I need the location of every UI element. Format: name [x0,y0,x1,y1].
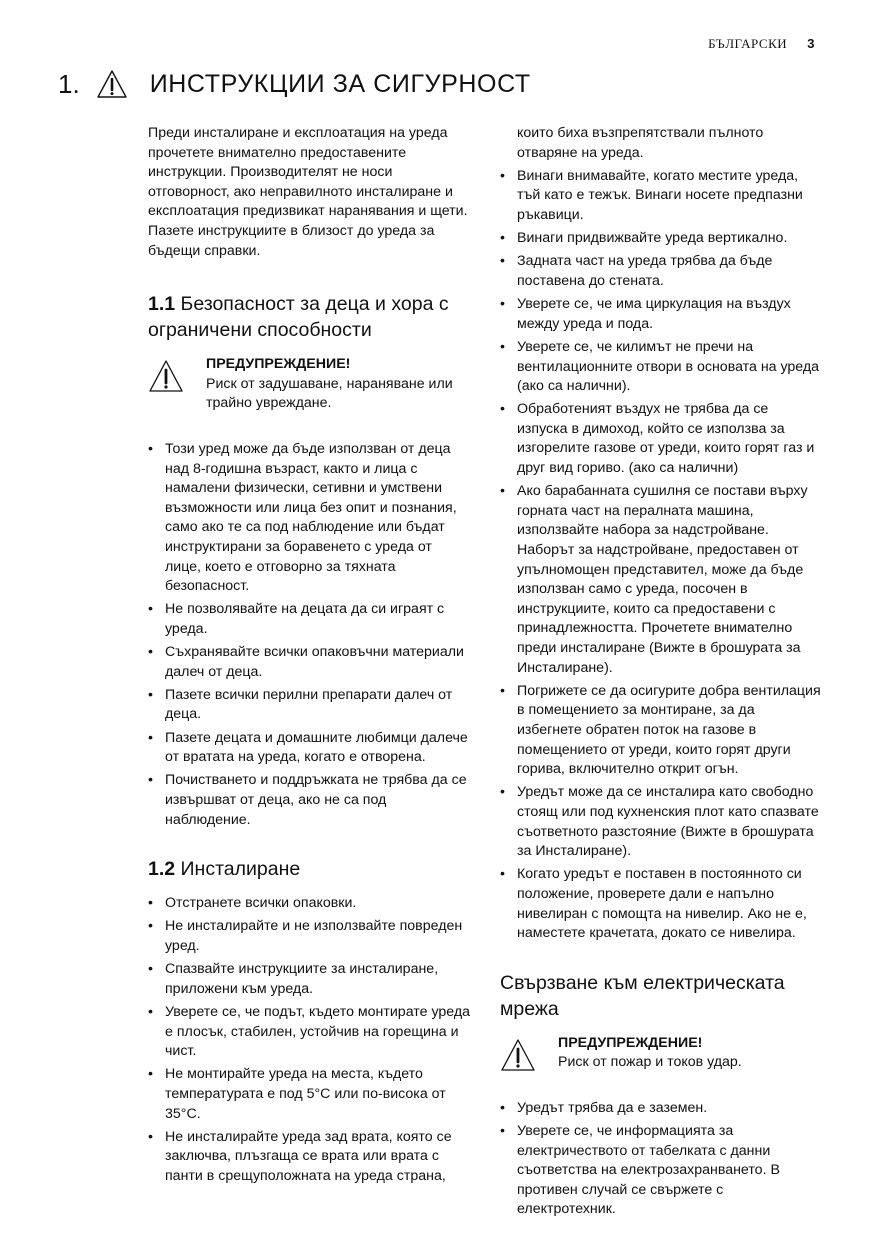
list-item: • Не инсталирайте и не използвайте повреден уред. [148,917,470,956]
section-number: 1.1 [148,293,176,316]
list-item: • Когато уредът е поставен в постоянното си положение, проверете дали е напълно нивелиран с помощта на нивелир. Ако не е, наместете крачетата, докато се нивелира. [500,865,822,943]
warning-text: Риск от задушаване, нараняване или трайно увреждане. [206,375,453,412]
right-column [500,124,822,1246]
page-number: 3 [807,36,815,51]
section-heading-1-2 [148,856,470,882]
header-language: БЪЛГАРСКИ [708,36,788,51]
section-heading-power [500,970,822,1022]
list-item: • Не инсталирайте уреда зад врата, която се заключва, плъзгаща се врата или врата с панти в срещуположната на уреда страна, [148,1128,470,1187]
warning-triangle-icon [500,1038,536,1072]
page-header [708,36,815,52]
list-item: • Винаги придвижвайте уреда вертикално. [500,229,822,249]
list-item: • Не позволявайте на децата да си играят с уреда. [148,600,470,639]
section-title: Свързване към електрическата мрежа [500,971,785,1020]
section-heading-1-1 [148,291,470,343]
list-item: • Уверете се, че има циркулация на въздух между уреда и пода. [500,295,822,334]
list-item: • Уредът трябва да е заземен. [500,1099,822,1119]
list-item: • Ако барабанната сушилня се постави върху горната част на пералната машина, използвайте набора за надстройване. Наборът за надстройване, предоставен от упълномощен представител, може да бъде използван само с уреда, посочен в инструкциите, които са предоставени с принадлежността. Прочетете внимателно преди инсталиране (Вижте в брошурата за Инсталиране). [500,482,822,678]
list-installation-continued [500,167,822,944]
section-title: Инсталиране [180,858,301,881]
list-item: • Спазвайте инструкциите за инсталиране, приложени към уреда. [148,960,470,999]
list-item: • Погрижете се да осигурите добра вентилация в помещението за монтиране, за да избегнете обратен поток на газове в помещението от уреди, които горят други горива, включително открит огън. [500,682,822,780]
warning-text: Риск от пожар и токов удар. [558,1054,742,1071]
section-number: 1.2 [148,858,176,881]
list-installation [148,894,470,1186]
list-item: • Уверете се, че информацията за електричеството от табелката с данни съответства на електрозахранването. В противен случай се свържете с електротехник. [500,1122,822,1220]
list-item: • Пазете децата и домашните любимци далече от вратата на уреда, когато е отворена. [148,729,470,768]
list-item: • Отстранете всички опаковки. [148,894,470,914]
list-item: • Уредът може да се инсталира като свободно стоящ или под кухненския плот като спазвате съответното разстояние (Вижте в брошурата за Инсталиране). [500,783,822,861]
warning-triangle-icon [148,359,184,393]
left-column [148,124,470,1212]
chapter-heading [58,66,531,102]
list-item: • Почистването и поддръжката не трябва да се извършват от деца, ако не са под наблюдение. [148,771,470,830]
chapter-number: 1. [58,68,80,99]
warning-title: ПРЕДУПРЕЖДЕНИЕ! [558,1034,703,1051]
list-item: • Обработеният въздух не трябва да се изпуска в димоход, който се използва за изгорелите газове от уреди, които горят газ и друг вид гориво. (ако са налични) [500,400,822,478]
list-item: • Уверете се, че подът, където монтирате уреда е плосък, стабилен, устойчив на горещина и чист. [148,1003,470,1062]
list-child-safety [148,440,470,830]
list-item: • Задната част на уреда трябва да бъде поставена до стената. [500,252,822,291]
intro-paragraph: Преди инсталиране и експлоатация на уреда прочетете внимателно предоставените инструкции. Производителят не носи отговорност, ако неправилното инсталиране и експлоатация предизвикат наранявания и щети. Пазете инструкциите в близост до уреда за бъдещи справки. [148,125,468,259]
list-item: • Съхранявайте всички опаковъчни материали далеч от деца. [148,643,470,682]
list-power [500,1099,822,1220]
warning-title: ПРЕДУПРЕЖДЕНИЕ! [206,356,351,373]
list-item: • Винаги внимавайте, когато местите уреда, тъй като е тежък. Винаги носете предпазни ръкавици. [500,167,822,226]
chapter-title: ИНСТРУКЦИИ ЗА СИГУРНОСТ [149,69,531,98]
list-item-continuation: които биха възпрепятствали пълното отваряне на уреда. [517,125,764,161]
list-item: • Пазете всички перилни препарати далеч от деца. [148,686,470,725]
warning-triangle-icon [96,69,128,99]
warning-box [148,355,470,414]
section-title: Безопасност за деца и хора с ограничени способности [148,293,449,342]
list-item: • Уверете се, че килимът не пречи на вентилационните отвори в основата на уреда (ако са налични). [500,338,822,397]
list-item: • Не монтирайте уреда на места, където температурата е под 5°С или по-висока от 35°С. [148,1065,470,1124]
warning-box [500,1034,822,1073]
list-item: • Този уред може да бъде използван от деца над 8-годишна възраст, както и лица с намалени физически, сетивни и умствени възможности или лица без опит и познания, само ако те са под наблюдение или бъдат инструктирани за боравенето с уреда от лице, което е отговорно за тяхната безопасност. [148,440,470,597]
